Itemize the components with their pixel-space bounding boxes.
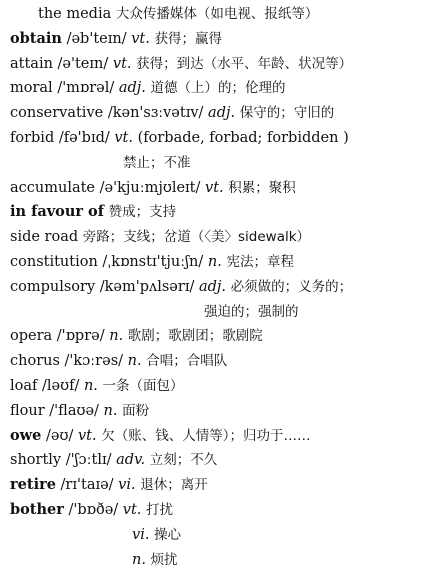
- vocab-entry: [0, 27, 444, 52]
- part-of-speech: adv.: [116, 452, 146, 469]
- definition: 面粉: [122, 402, 150, 419]
- vocab-entry: [0, 101, 444, 126]
- part-of-speech: n.: [103, 402, 118, 419]
- vocab-entry: [0, 52, 444, 77]
- definition: 宪法；章程: [226, 253, 294, 270]
- headword: bother: [10, 500, 64, 518]
- headword: flour: [10, 402, 45, 419]
- vocab-entry: [0, 324, 444, 349]
- headword: obtain: [10, 29, 62, 47]
- definition: 获得；到达（水平、年龄、状况等）: [136, 55, 353, 72]
- part-of-speech: n.: [132, 551, 146, 568]
- pronunciation: /'kɔːrəs/: [64, 353, 124, 370]
- headword: loaf: [10, 377, 38, 394]
- part-of-speech: vt.: [114, 129, 133, 146]
- vocab-entry: [0, 374, 444, 399]
- pronunciation: /əb'teɪn/: [66, 30, 127, 47]
- vocab-entry: [0, 76, 444, 101]
- headword: constitution: [10, 253, 98, 270]
- definition: 强迫的；强制的: [204, 303, 299, 320]
- definition: 欠（账、钱、人情等）；归功于……: [101, 427, 311, 444]
- vocabulary-list: [0, 2, 444, 572]
- part-of-speech: n.: [127, 353, 142, 370]
- part-of-speech: n.: [109, 328, 124, 345]
- headword: shortly: [10, 452, 62, 469]
- vocab-entry: [0, 275, 444, 300]
- vocab-entry: [0, 448, 444, 473]
- pronunciation: /ə'teɪn/: [57, 55, 109, 72]
- vocab-entry: [0, 2, 444, 27]
- pronunciation: /'flaʊə/: [49, 402, 99, 419]
- vocab-entry: [0, 424, 444, 449]
- definition: 烦扰: [150, 551, 178, 568]
- pronunciation: /kən'sɜːvətɪv/: [107, 105, 204, 122]
- pronunciation: /'mɒrəl/: [57, 80, 115, 97]
- definition: 必须做的；义务的；: [230, 278, 353, 295]
- vocab-entry: [0, 498, 444, 523]
- headword: conservative: [10, 105, 104, 122]
- headword: compulsory: [10, 278, 96, 295]
- part-of-speech: adj.: [208, 105, 236, 122]
- part-of-speech: vt.: [112, 55, 132, 72]
- definition: 大众传播媒体（如电视、报纸等）: [115, 6, 319, 22]
- definition: 一条（面包）: [102, 377, 184, 394]
- headword: owe: [10, 426, 42, 444]
- pronunciation: /'ʃɔːtlɪ/: [65, 452, 112, 469]
- headword: chorus: [10, 353, 60, 370]
- part-of-speech: n.: [207, 253, 222, 270]
- part-of-speech: vt.: [205, 179, 224, 196]
- headword: accumulate: [10, 179, 96, 196]
- definition: 退休；离开: [140, 477, 208, 494]
- definition: 歌剧；歌剧团；歌剧院: [127, 328, 263, 345]
- headword: moral: [10, 80, 53, 97]
- vocab-entry: [0, 250, 444, 275]
- definition: 禁止；不准: [123, 154, 191, 171]
- vocab-entry: [0, 523, 444, 548]
- definition: 积累；聚积: [228, 179, 296, 196]
- pronunciation: /'bɒðə/: [68, 501, 119, 518]
- vocab-entry: [0, 200, 444, 225]
- definition: 旁路；支线；岔道（〈美〉sidewalk）: [82, 229, 311, 246]
- vocab-entry: [0, 225, 444, 250]
- pronunciation: /'ɒprə/: [56, 328, 105, 345]
- definition: 获得；赢得: [154, 30, 222, 47]
- pronunciation: /fə'bɪd/: [58, 129, 110, 146]
- definition: 合唱；合唱队: [146, 353, 228, 370]
- definition: 打扰: [146, 501, 174, 518]
- headword: the media: [38, 6, 112, 22]
- headword: retire: [10, 476, 56, 494]
- part-of-speech: adj.: [118, 80, 146, 97]
- definition: (forbade, forbad; forbidden ): [137, 129, 349, 146]
- pronunciation: /ˌkɒnstɪ'tjuːʃn/: [102, 253, 204, 270]
- pronunciation: /kəm'pʌlsərɪ/: [99, 278, 195, 295]
- vocab-entry: [0, 548, 444, 572]
- part-of-speech: vt.: [131, 30, 150, 47]
- definition: 道德（上）的；伦理的: [150, 80, 286, 97]
- headword: attain: [10, 55, 53, 72]
- part-of-speech: vi.: [118, 477, 136, 494]
- pronunciation: /ləʊf/: [42, 377, 80, 394]
- vocab-entry: [0, 399, 444, 424]
- part-of-speech: vt.: [122, 501, 142, 518]
- definition: 保守的；守旧的: [239, 105, 335, 122]
- vocab-entry: [0, 349, 444, 374]
- definition: 操心: [154, 526, 182, 543]
- vocab-entry: [0, 126, 444, 151]
- part-of-speech: vi.: [132, 526, 150, 543]
- definition: 赞成；支持: [108, 204, 177, 221]
- part-of-speech: n.: [83, 377, 98, 394]
- headword: forbid: [10, 129, 55, 146]
- pronunciation: /əʊ/: [46, 427, 74, 444]
- vocab-entry: [0, 151, 444, 176]
- pronunciation: /rɪ'taɪə/: [60, 477, 114, 494]
- part-of-speech: vt.: [77, 427, 97, 444]
- definition: 立刻；不久: [149, 452, 218, 469]
- pronunciation: /ə'kjuːmjʊleɪt/: [99, 179, 201, 196]
- headword: in favour of: [10, 203, 104, 221]
- headword: side road: [10, 229, 79, 246]
- part-of-speech: adj.: [198, 278, 226, 295]
- headword: opera: [10, 328, 53, 345]
- vocab-entry: [0, 300, 444, 325]
- vocab-entry: [0, 176, 444, 201]
- vocab-entry: [0, 473, 444, 498]
